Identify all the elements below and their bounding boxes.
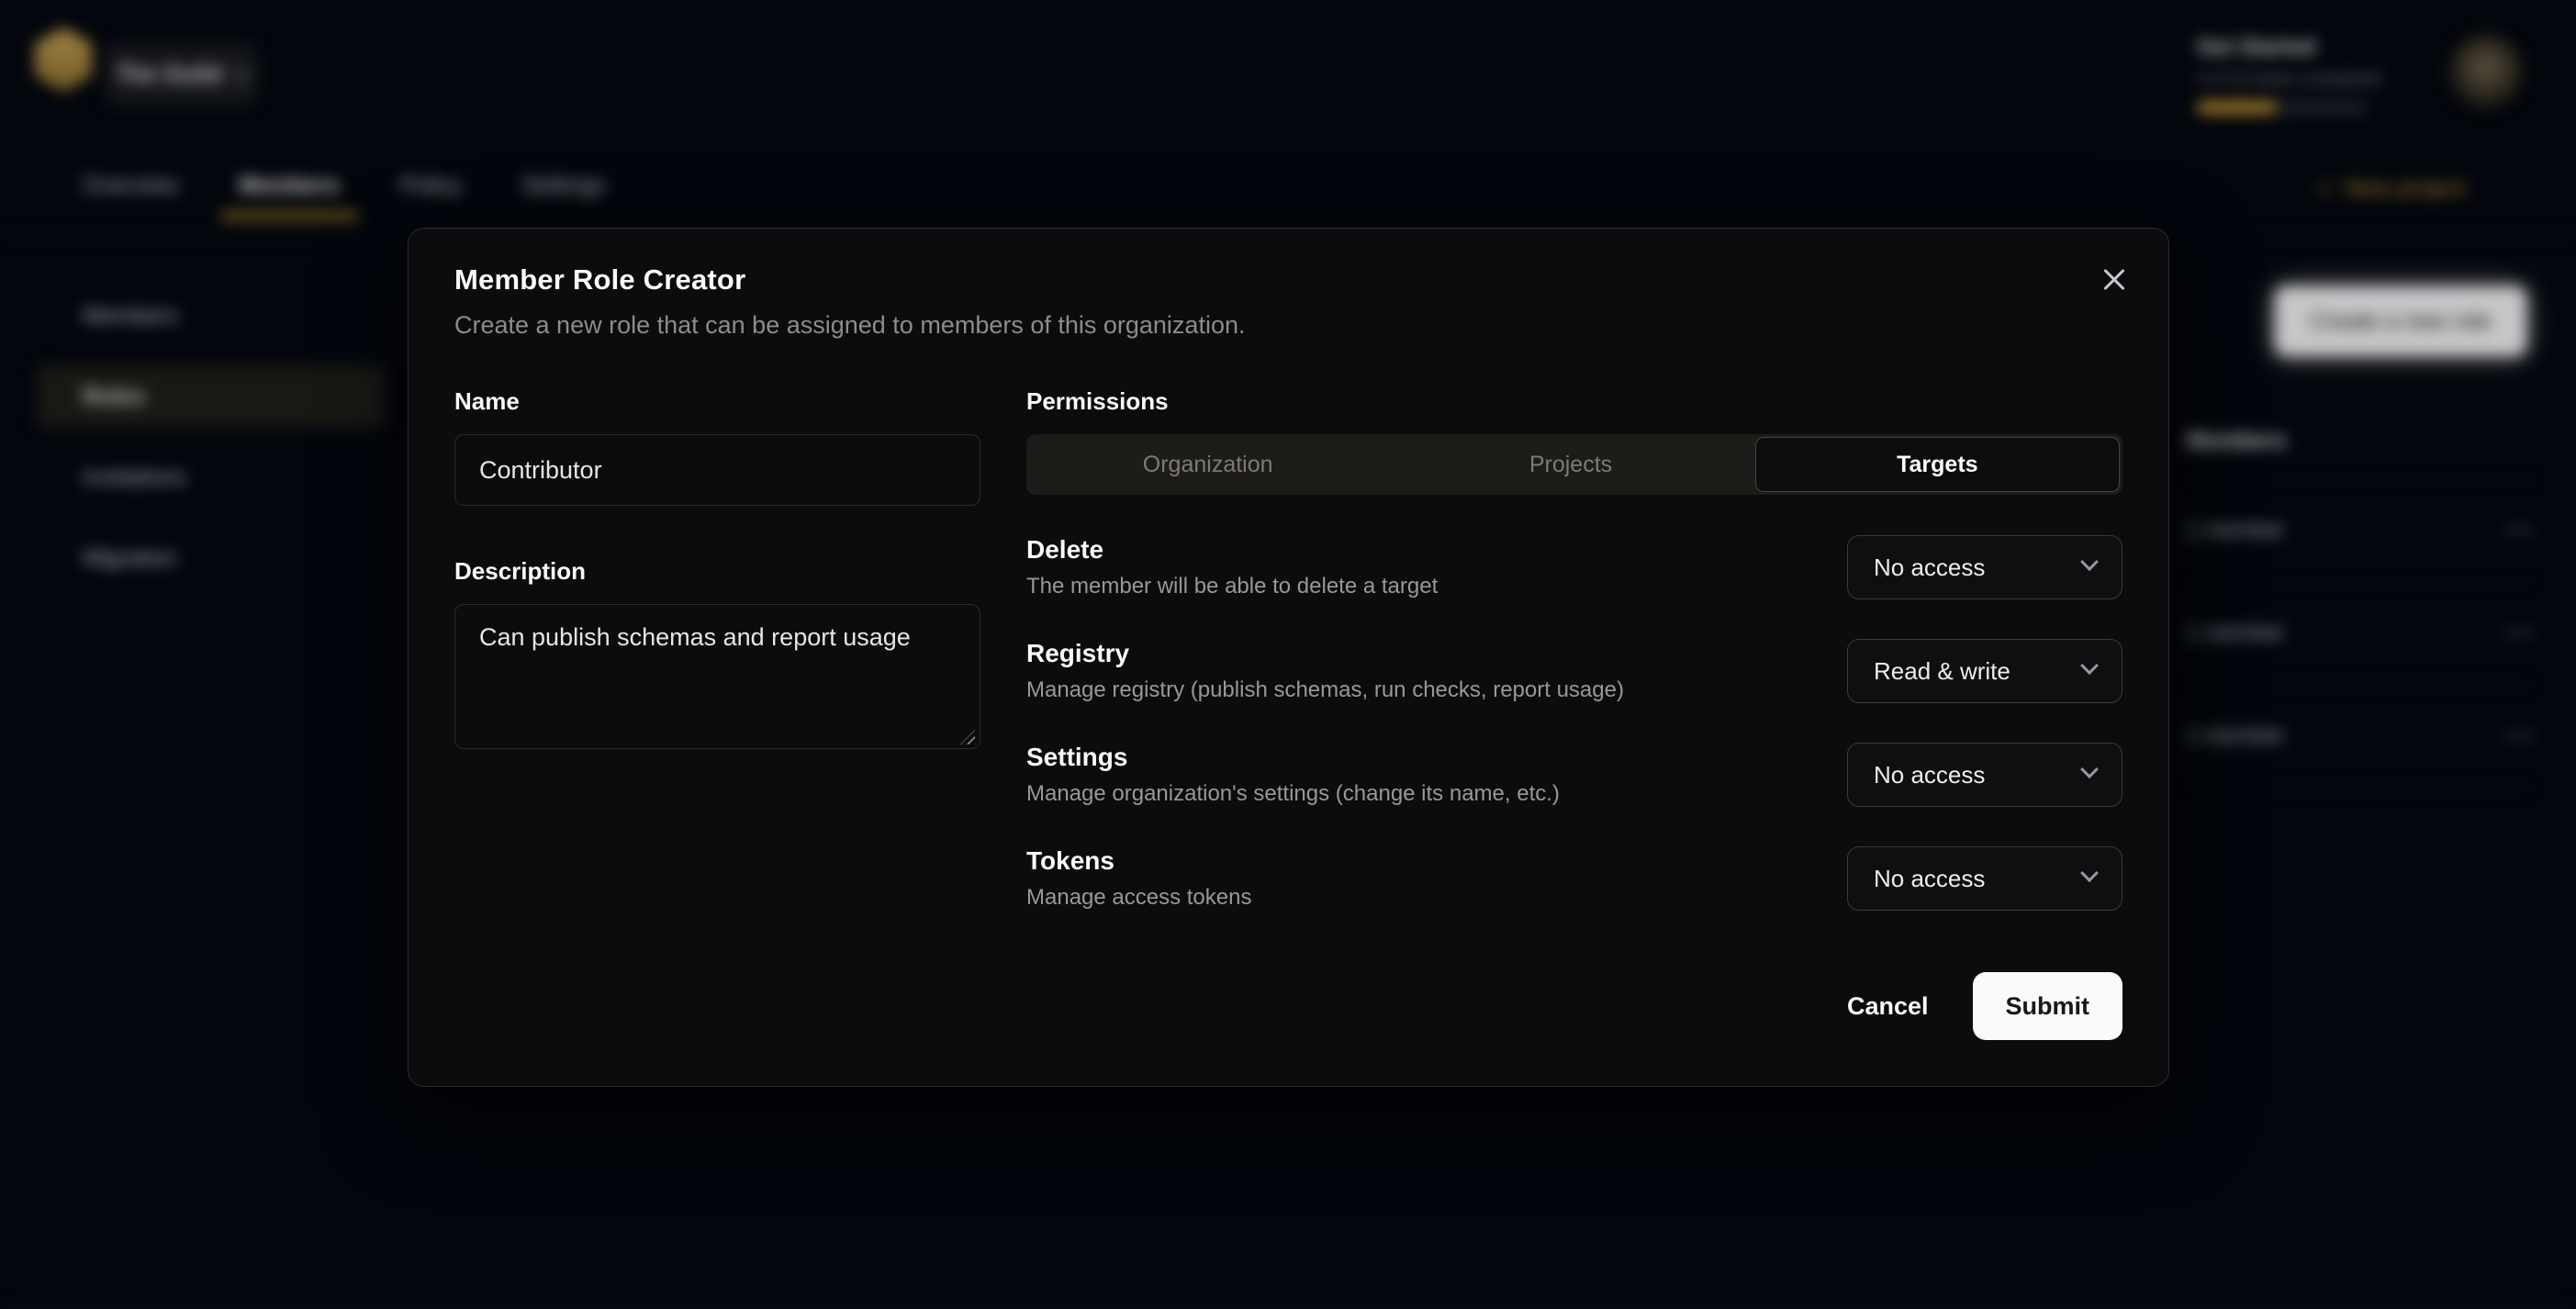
permission-description: Manage organization's settings (change its name, etc.) xyxy=(1026,781,1560,806)
select-value: No access xyxy=(1874,864,1986,892)
submit-button[interactable]: Submit xyxy=(1973,972,2123,1040)
permission-row-delete xyxy=(1026,535,2122,599)
registry-permission-select[interactable] xyxy=(1847,639,2122,703)
permission-title: Registry xyxy=(1026,639,1130,667)
permissions-label: Permissions xyxy=(1026,387,1169,415)
permission-description: The member will be able to delete a target xyxy=(1026,574,1439,599)
org-name: The Guild xyxy=(116,61,222,87)
permissions-scope-tabs xyxy=(1026,434,2122,495)
chevron-down-icon xyxy=(2080,553,2099,571)
sidebar-item-members[interactable]: Members xyxy=(83,302,179,329)
roles-members-panel xyxy=(2186,428,2535,788)
scope-tab-targets[interactable]: Targets xyxy=(1755,437,2120,492)
chevron-down-icon xyxy=(2080,760,2099,778)
footer-divider xyxy=(0,1304,2576,1309)
tab-policy[interactable]: Policy xyxy=(399,173,462,198)
role-members-count: 1 member xyxy=(2186,620,2286,645)
role-description-textarea[interactable] xyxy=(454,604,980,749)
role-row[interactable] xyxy=(2186,479,2535,582)
chevron-down-icon xyxy=(232,62,251,81)
select-value: Read & write xyxy=(1874,656,2010,685)
tokens-permission-select[interactable] xyxy=(1847,846,2122,911)
get-started-progress-track xyxy=(2197,101,2368,114)
create-new-role-button[interactable]: Create a new role xyxy=(2275,286,2526,356)
role-row[interactable] xyxy=(2186,685,2535,788)
org-nav-tabs xyxy=(79,167,609,219)
sidebar-item-migration[interactable]: Migration xyxy=(83,544,177,571)
row-actions-ellipsis-icon[interactable]: ••• xyxy=(2504,621,2535,644)
modal-title: Member Role Creator xyxy=(454,263,746,296)
members-sidebar xyxy=(37,285,386,589)
user-avatar[interactable] xyxy=(2449,35,2523,108)
row-actions-ellipsis-icon[interactable]: ••• xyxy=(2504,723,2535,747)
new-project-link[interactable] xyxy=(2317,174,2466,203)
scope-tab-organization[interactable]: Organization xyxy=(1142,451,1273,477)
permission-title: Settings xyxy=(1026,743,1128,771)
modal-footer xyxy=(1827,972,2122,1040)
permission-title: Tokens xyxy=(1026,846,1114,875)
plus-icon: + xyxy=(2317,174,2332,202)
permission-row-settings xyxy=(1026,743,2122,807)
permission-title: Delete xyxy=(1026,535,1104,564)
permission-description: Manage access tokens xyxy=(1026,885,1252,910)
modal-subtitle: Create a new role that can be assigned to members of this organization. xyxy=(454,311,1246,339)
hive-hexagon-logo-icon xyxy=(35,28,92,92)
get-started-title: Get Started xyxy=(2197,35,2316,60)
permission-description: Manage registry (publish schemas, run checks, report usage) xyxy=(1026,677,1624,702)
role-name-input[interactable] xyxy=(454,434,980,506)
get-started-widget[interactable] xyxy=(2197,35,2381,114)
sidebar-item-invitations[interactable]: Invitations xyxy=(83,464,186,490)
description-label: Description xyxy=(454,557,587,585)
role-members-count: 1 member xyxy=(2186,722,2286,748)
tab-overview[interactable]: Overview xyxy=(83,173,179,198)
chevron-down-icon xyxy=(2080,656,2099,675)
members-heading: Members xyxy=(2186,428,2535,479)
member-role-creator-modal xyxy=(408,228,2169,1087)
scope-tab-projects[interactable]: Projects xyxy=(1529,451,1613,477)
role-row[interactable] xyxy=(2186,582,2535,685)
settings-permission-select[interactable] xyxy=(1847,743,2122,807)
sidebar-item-roles[interactable]: Roles xyxy=(37,365,386,428)
delete-permission-select[interactable] xyxy=(1847,535,2122,599)
role-members-count: 1 member xyxy=(2186,517,2286,543)
close-icon[interactable] xyxy=(2097,262,2134,298)
cancel-button[interactable]: Cancel xyxy=(1827,973,1949,1039)
chevron-down-icon xyxy=(2080,864,2099,882)
name-label: Name xyxy=(454,387,520,415)
new-project-label: New project xyxy=(2344,175,2466,201)
permission-row-registry xyxy=(1026,639,2122,703)
tab-members[interactable]: Members xyxy=(235,167,343,219)
row-actions-ellipsis-icon[interactable]: ••• xyxy=(2504,518,2535,542)
select-value: No access xyxy=(1874,553,1986,581)
select-value: No access xyxy=(1874,760,1986,789)
org-switcher-button[interactable] xyxy=(106,44,257,105)
get-started-progress-fill xyxy=(2197,101,2277,114)
tab-settings[interactable]: Settings xyxy=(521,173,605,198)
permission-row-tokens xyxy=(1026,846,2122,911)
get-started-subtitle: 4 of 10 tasks completed xyxy=(2197,70,2381,89)
